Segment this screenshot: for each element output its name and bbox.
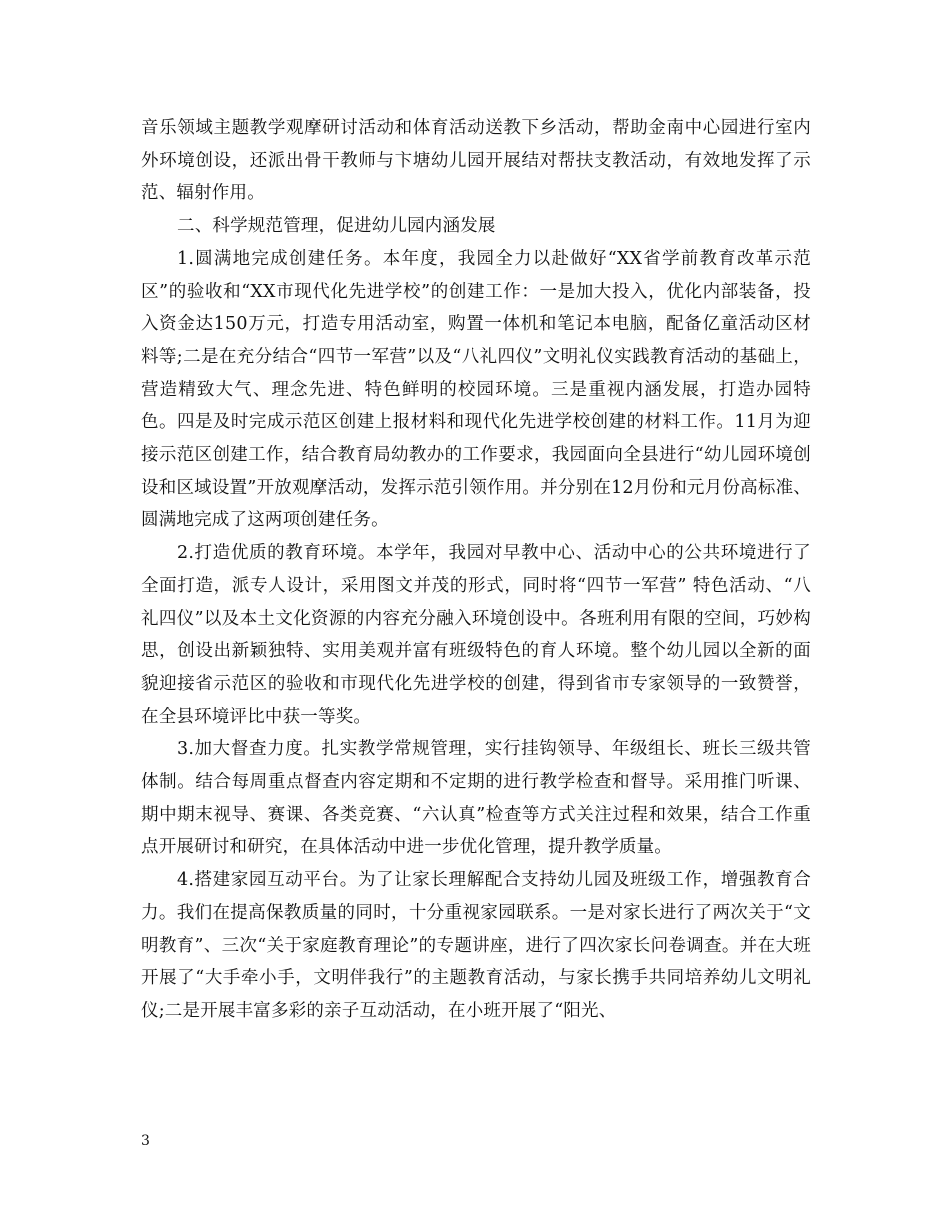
paragraph-intro-continuation: 音乐领域主题教学观摩研讨活动和体育活动送教下乡活动，帮助金南中心园进行室内外环境创设，还派出骨干教师与卞塘幼儿园开展结对帮扶支教活动，有效地发挥了示范、辐射作用。 <box>141 118 811 204</box>
section-heading: 二、科学规范管理，促进幼儿园内涵发展 <box>177 216 496 237</box>
body-text <box>141 112 811 1028</box>
paragraph-item-2: 2.打造优质的教育环境。本学年，我园对早教中心、活动中心的公共环境进行了全面打造，派专人设计，采用图文并茂的形式，同时将“四节一军营” 特色活动、“八礼四仪”以及本土文化资源的内容充分融入环境创设中。各班利用有限的空间，巧妙构思，创设出新颖独特、实用美观并富有班级特色的育人环境。整个幼儿园以全新的面貌迎接省示范区的验收和市现代化先进学校的创建，得到省市专家领导的一致赞誉，在全县环境评比中获一等奖。 <box>141 543 811 727</box>
page-number: 3 <box>141 1133 150 1149</box>
paragraph-item-4: 4.搭建家园互动平台。为了让家长理解配合支持幼儿园及班级工作，增强教育合力。我们在提高保教质量的同时，十分重视家园联系。一是对家长进行了两次关于“文明教育”、三次“关于家庭教育理论”的专题讲座，进行了四次家长问卷调查。并在大班开展了“大手牵小手，文明伴我行”的主题教育活动，与家长携手共同培养幼儿文明礼仪;二是开展丰富多彩的亲子互动活动，在小班开展了“阳光、 <box>141 870 811 1021</box>
paragraph-item-3: 3.加大督查力度。扎实教学常规管理，实行挂钩领导、年级组长、班长三级共管体制。结合每周重点督查内容定期和不定期的进行教学检查和督导。采用推门听课、期中期末视导、赛课、各类竞赛、“六认真”检查等方式关注过程和效果，结合工作重点开展研讨和研究，在具体活动中进一步优化管理，提升教学质量。 <box>141 739 811 858</box>
paragraph-item-1: 1.圆满地完成创建任务。本年度，我园全力以赴做好“XX省学前教育改革示范区”的验收和“XX市现代化先进学校”的创建工作：一是加大投入，优化内部装备，投入资金达150万元，打造专用活动室，购置一体机和笔记本电脑，配备亿童活动区材料等;二是在充分结合“四节一军营”以及“八礼四仪”文明礼仪实践教育活动的基础上，营造精致大气、理念先进、特色鲜明的校园环境。三是重视内涵发展，打造办园特色。四是及时完成示范区创建上报材料和现代化先进学校创建的材料工作。11月为迎接示范区创建工作，结合教育局幼教办的工作要求，我园面向全县进行“幼儿园环境创设和区域设置”开放观摩活动，发挥示范引领作用。并分别在12月份和元月份高标准、圆满地完成了这两项创建任务。 <box>141 248 811 531</box>
